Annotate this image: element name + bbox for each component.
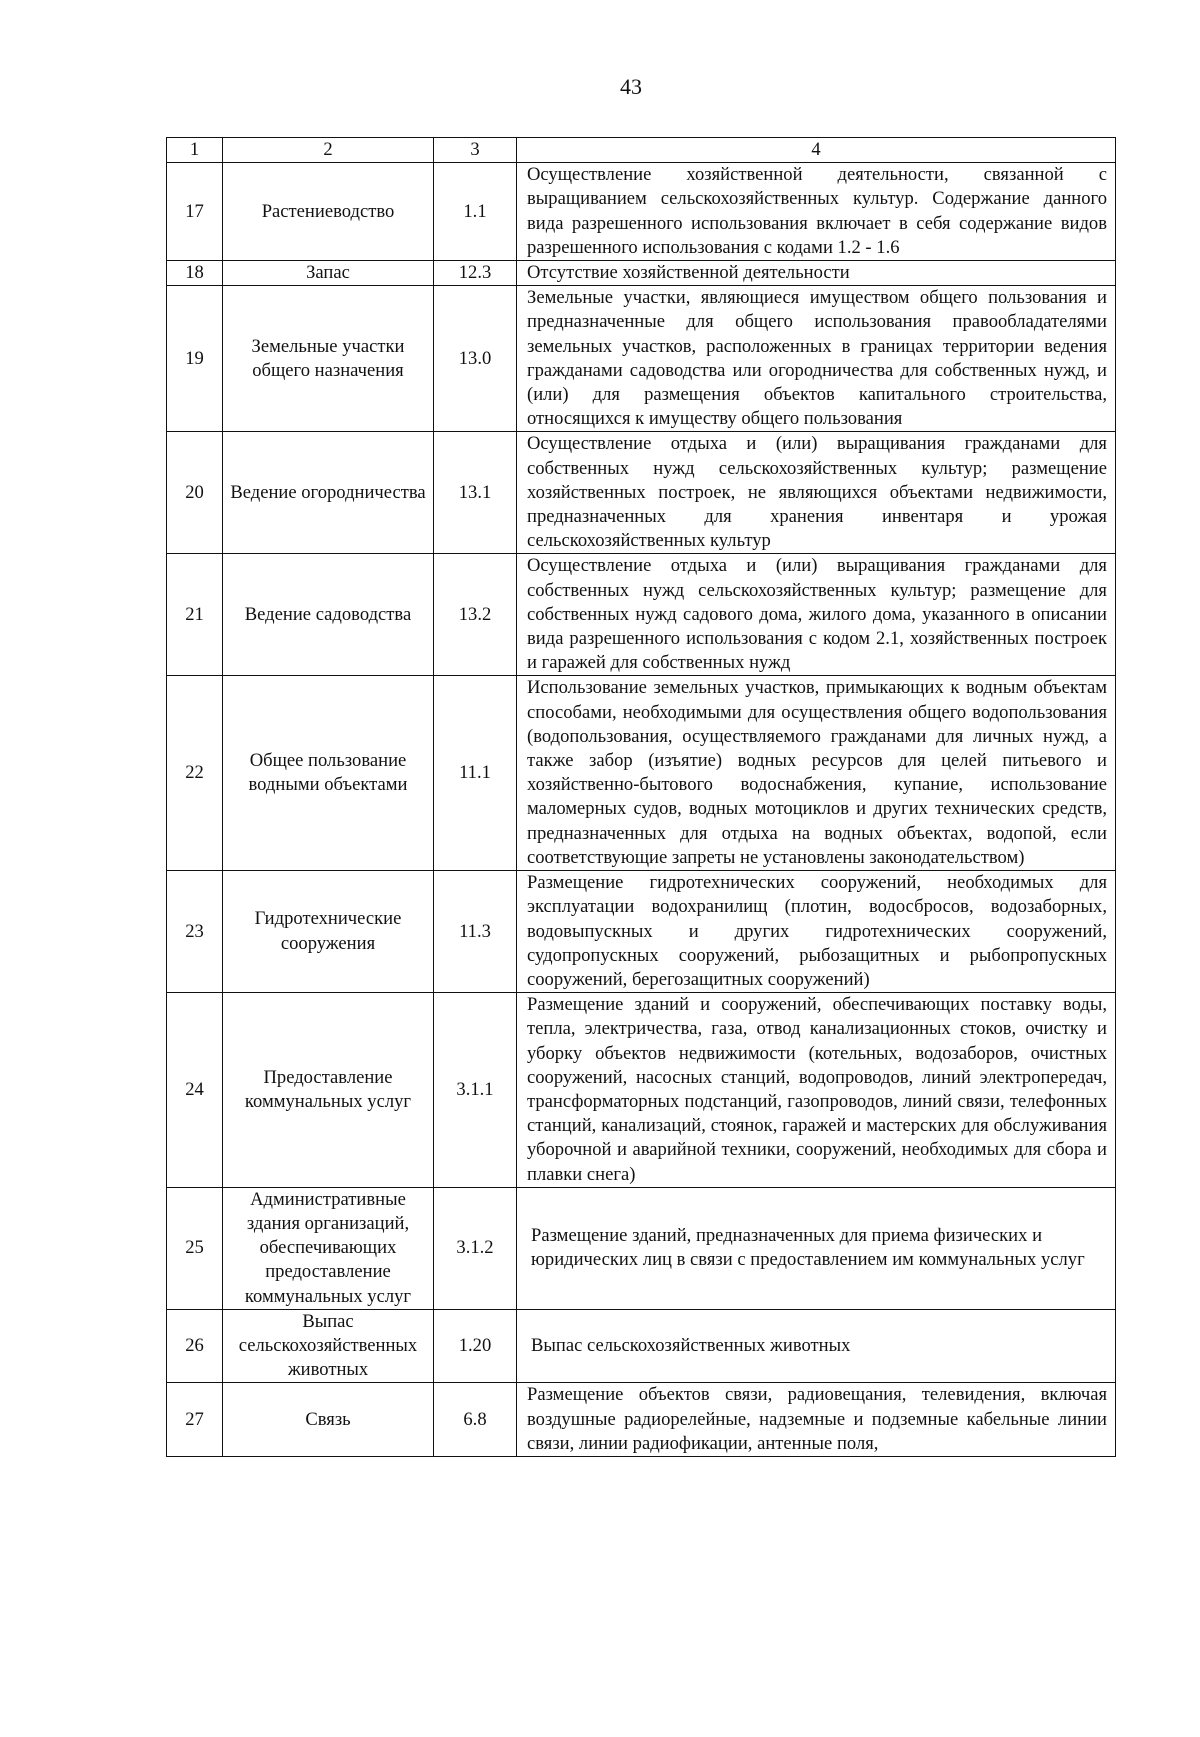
row-name: Растениеводство — [223, 163, 434, 261]
row-code: 11.3 — [434, 871, 517, 993]
row-number: 24 — [167, 993, 223, 1188]
row-code: 3.1.2 — [434, 1187, 517, 1309]
row-description: Размещение объектов связи, радиовещания, телевидения, включая воздушные радиорелейные, надземные и подземные кабельные линии связи, линии радиофикации, антенные поля, — [517, 1383, 1116, 1457]
header-col-2: 2 — [223, 138, 434, 163]
row-code: 6.8 — [434, 1383, 517, 1457]
row-name: Административные здания организаций, обеспечивающих предоставление коммунальных услуг — [223, 1187, 434, 1309]
row-name: Общее пользование водными объектами — [223, 676, 434, 871]
row-code: 11.1 — [434, 676, 517, 871]
row-name: Земельные участки общего назначения — [223, 286, 434, 432]
row-name: Ведение садоводства — [223, 554, 434, 676]
table-row — [167, 676, 1116, 871]
row-code: 12.3 — [434, 261, 517, 286]
row-number: 27 — [167, 1383, 223, 1457]
header-col-3: 3 — [434, 138, 517, 163]
header-col-4: 4 — [517, 138, 1116, 163]
row-number: 17 — [167, 163, 223, 261]
row-code: 1.1 — [434, 163, 517, 261]
row-number: 19 — [167, 286, 223, 432]
table-row — [167, 1383, 1116, 1457]
header-row — [167, 138, 1116, 163]
table-row — [167, 1187, 1116, 1309]
header-col-1: 1 — [167, 138, 223, 163]
row-description: Использование земельных участков, примыкающих к водным объектам способами, необходимыми для осуществления общего водопользования (водопользования, осуществляемого гражданами для личных нужд, а также забор (изъятие) водных ресурсов для целей питьевого и хозяйственно-бытового водоснабжения, купание, использование маломерных судов, водных мотоциклов и других технических средств, предназначенных для отдыха на водных объектах, водопой, если соответствующие запреты не установлены законодательством) — [517, 676, 1116, 871]
row-description: Осуществление отдыха и (или) выращивания гражданами для собственных нужд сельскохозяйственных культур; размещение для собственных нужд садового дома, жилого дома, указанного в описании вида разрешенного использования с кодом 2.1, хозяйственных построек и гаражей для собственных нужд — [517, 554, 1116, 676]
table-row — [167, 261, 1116, 286]
table-row — [167, 1309, 1116, 1383]
row-description: Размещение зданий и сооружений, обеспечивающих поставку воды, тепла, электричества, газа, отвод канализационных стоков, очистку и уборку объектов недвижимости (котельных, водозаборов, очистных сооружений, насосных станций, водопроводов, линий электропередач, трансформаторных подстанций, газопроводов, линий связи, телефонных станций, канализаций, стоянок, гаражей и мастерских для обслуживания уборочной и аварийной техники, сооружений, необходимых для сбора и плавки снега) — [517, 993, 1116, 1188]
row-name: Запас — [223, 261, 434, 286]
row-number: 20 — [167, 432, 223, 554]
row-description: Осуществление хозяйственной деятельности, связанной с выращиванием сельскохозяйственных культур. Содержание данного вида разрешенного использования включает в себя содержание видов разрешенного использования с кодами 1.2 - 1.6 — [517, 163, 1116, 261]
row-number: 22 — [167, 676, 223, 871]
table-row — [167, 871, 1116, 993]
row-code: 13.0 — [434, 286, 517, 432]
row-name: Ведение огородничества — [223, 432, 434, 554]
row-name: Гидротехнические сооружения — [223, 871, 434, 993]
table-row — [167, 993, 1116, 1188]
row-description: Осуществление отдыха и (или) выращивания гражданами для собственных нужд сельскохозяйственных культур; размещение хозяйственных построек, не являющихся объектами недвижимости, предназначенных для хранения инвентаря и урожая сельскохозяйственных культур — [517, 432, 1116, 554]
row-number: 18 — [167, 261, 223, 286]
row-code: 3.1.1 — [434, 993, 517, 1188]
table-row — [167, 432, 1116, 554]
row-code: 1.20 — [434, 1309, 517, 1383]
row-description: Земельные участки, являющиеся имуществом общего пользования и предназначенные для общего использования правообладателями земельных участков, расположенных в границах территории ведения гражданами садоводства или огородничества для собственных нужд, и (или) для размещения объектов капитального строительства, относящихся к имуществу общего пользования — [517, 286, 1116, 432]
page-number: 43 — [620, 74, 642, 99]
row-code: 13.2 — [434, 554, 517, 676]
row-description: Размещение гидротехнических сооружений, необходимых для эксплуатации водохранилищ (плотин, водосбросов, водозаборных, водовыпускных и других гидротехнических сооружений, судопропускных сооружений, рыбозащитных и рыбопропускных сооружений, берегозащитных сооружений) — [517, 871, 1116, 993]
row-description: Выпас сельскохозяйственных животных — [517, 1309, 1116, 1383]
row-number: 23 — [167, 871, 223, 993]
row-name: Выпас сельскохозяйственных животных — [223, 1309, 434, 1383]
row-code: 13.1 — [434, 432, 517, 554]
row-name: Связь — [223, 1383, 434, 1457]
table-row — [167, 286, 1116, 432]
row-number: 26 — [167, 1309, 223, 1383]
land-use-table — [166, 137, 1116, 1457]
row-description: Отсутствие хозяйственной деятельности — [517, 261, 1116, 286]
table-row — [167, 163, 1116, 261]
row-number: 21 — [167, 554, 223, 676]
table-row — [167, 554, 1116, 676]
row-name: Предоставление коммунальных услуг — [223, 993, 434, 1188]
row-description: Размещение зданий, предназначенных для приема физических и юридических лиц в связи с предоставлением им коммунальных услуг — [517, 1187, 1116, 1309]
row-number: 25 — [167, 1187, 223, 1309]
